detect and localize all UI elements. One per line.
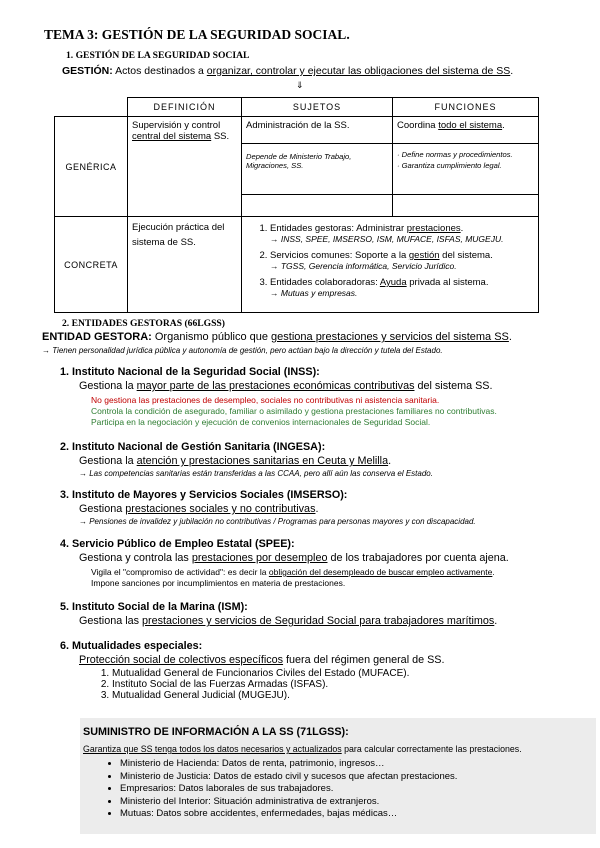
list-item: 2. Instituto Social de las Fuerzas Armadas (ISFAS). [112, 679, 445, 690]
generica-definicion-end: SS. [211, 131, 230, 142]
entity-title: 2. Instituto Nacional de Gestión Sanitaria (INGESA): [60, 441, 326, 453]
row-label-concreta: CONCRETA [55, 217, 128, 313]
entity-note-green: Controla la condición de asegurado, familiar o asimilado y gestiona prestaciones familiares no contributivas. [91, 406, 497, 416]
entity-title: 4. Servicio Público de Empleo Estatal (SPEE): [60, 538, 295, 550]
entity-ism [60, 601, 497, 627]
suministro-text: para calcular correctamente las prestaciones. [341, 744, 522, 754]
entity-title: 3. Instituto de Mayores y Servicios Sociales (IMSERSO): [60, 489, 348, 501]
entity-description [60, 552, 509, 564]
generica-sujeto: Administración de la SS. [246, 120, 350, 131]
generica-definicion-underlined: central del sistema [132, 131, 212, 142]
desc-end: de los trabajadores por cuenta ajena. [327, 552, 509, 564]
entity-description [60, 455, 433, 467]
list-item: 1. Mutualidad General de Funcionarios Civiles del Estado (MUFACE). [112, 668, 445, 679]
generica-funciones [393, 117, 539, 217]
mutualidades-list [60, 668, 445, 701]
header-definicion: DEFINICIÓN [128, 98, 242, 117]
page-title: TEMA 3: GESTIÓN DE LA SEGURIDAD SOCIAL. [44, 27, 350, 42]
list-item: • Empresarios: Datos laborales de sus trabajadores. [120, 783, 457, 794]
entity-imserso [60, 489, 476, 526]
item-underlined: Ayuda [379, 277, 407, 288]
generica-funcion-underlined: todo el sistema [438, 120, 503, 131]
detail-end: . [492, 567, 495, 577]
list-item [270, 223, 534, 244]
desc-text: Gestiona la [79, 380, 137, 392]
generica-definicion [128, 117, 242, 217]
desc-text: Gestiona las [79, 615, 143, 627]
entity-note-red: No gestiona las prestaciones de desempleo, sociales no contributivas ni asistencia sanitaria. [91, 395, 440, 405]
row-label-generica: GENÉRICA [55, 117, 128, 217]
desc-underlined: mayor parte de las prestaciones económicas contributivas [136, 380, 415, 392]
detail-text: Vigila el "compromiso de actividad": es decir la [91, 567, 269, 577]
table-header-row [55, 98, 539, 117]
desc-end: del sistema SS. [414, 380, 493, 392]
desc-text: Gestiona [79, 503, 126, 515]
item-underlined: prestaciones [406, 223, 461, 234]
concreta-detalle [242, 217, 539, 313]
generica-funcion [393, 117, 538, 143]
section-heading-gestion: 1. GESTIÓN DE LA SEGURIDAD SOCIAL [66, 50, 250, 61]
entity-inss [60, 366, 497, 427]
desc-underlined: prestaciones sociales y no contributivas [125, 503, 316, 515]
item-underlined: gestión [408, 250, 440, 261]
list-item: • Ministerio de Justicia: Datos de estado civil y sucesos que afectan prestaciones. [120, 771, 457, 782]
entidad-gestora-definition [42, 331, 512, 343]
table-row-generica [55, 117, 539, 217]
entity-description [60, 615, 497, 627]
generica-funcion-text: Coordina [397, 120, 439, 131]
eg-text-underlined: gestiona prestaciones y servicios del sistema SS [271, 331, 509, 343]
list-item: • Ministerio de Hacienda: Datos de renta, patrimonio, ingresos… [120, 758, 457, 769]
item-end: . [460, 223, 464, 234]
section-heading-entidades: 2. ENTIDADES GESTORAS (66LGSS) [62, 318, 225, 329]
item-text: Entidades gestoras: Administrar [270, 223, 407, 234]
desc-underlined: prestaciones y servicios de Seguridad Social para trabajadores marítimos [142, 615, 495, 627]
header-funciones: FUNCIONES [393, 98, 539, 117]
entity-title: 1. Instituto Nacional de la Seguridad Social (INSS): [60, 366, 320, 378]
table-row-concreta [55, 217, 539, 313]
entity-description [60, 503, 476, 515]
entity-title: 5. Instituto Social de la Marina (ISM): [60, 601, 248, 613]
list-item [270, 250, 534, 271]
item-sub: → TGSS, Gerencia informática, Servicio Jurídico. [270, 261, 457, 271]
entity-title: 6. Mutualidades especiales: [60, 640, 203, 652]
suministro-underlined: Garantiza que SS tenga todos los datos necesarios y actualizados [83, 744, 342, 754]
gestion-definition [62, 65, 513, 77]
funcion-item: · Define normas y procedimientos. [397, 150, 513, 159]
item-end: del sistema. [439, 250, 493, 261]
list-item [270, 277, 534, 298]
entity-detail: Impone sanciones por incumplimientos en materia de prestaciones. [91, 578, 346, 588]
item-sub: → Mutuas y empresas. [270, 288, 358, 298]
funcion-item: · Garantiza cumplimiento legal. [397, 161, 502, 170]
down-arrow-icon: ⇓ [296, 80, 304, 90]
item-text: Entidades colaboradoras: [270, 277, 380, 288]
entity-description [60, 380, 497, 392]
header-sujetos: SUJETOS [242, 98, 393, 117]
desc-end: . [315, 503, 319, 515]
detail-underlined: obligación del desempleado de buscar empleo activamente [268, 567, 493, 577]
generica-funcion-items [393, 143, 538, 194]
desc-end: . [388, 455, 392, 467]
concreta-list [246, 223, 534, 298]
gestion-text-end: . [510, 65, 514, 77]
item-text: Servicios comunes: Soporte a la [270, 250, 409, 261]
entity-description [60, 654, 445, 666]
item-end: privada al sistema. [406, 277, 489, 288]
list-item: 3. Mutualidad General Judicial (MUGEJU). [112, 690, 445, 701]
item-sub: → INSS, SPEE, IMSERSO, ISM, MUFACE, ISFAS, MUGEJU. [270, 234, 504, 244]
entidad-gestora-label: ENTIDAD GESTORA: [42, 331, 152, 343]
entity-note: → Las competencias sanitarias están transferidas a las CCAA, pero allí aún las conserva el Estado. [79, 469, 433, 478]
generica-funcion-end: . [502, 120, 505, 131]
entity-spee [60, 538, 509, 588]
generica-sujetos [242, 117, 393, 217]
suministro-description [83, 744, 522, 754]
list-item: • Ministerio del Interior: Situación administrativa de extranjeros. [120, 796, 457, 807]
entidad-gestora-note: → Tienen personalidad jurídica pública y autonomía de gestión, pero actúan bajo la dirección y tutela del Estado. [42, 346, 443, 355]
eg-text: Organismo público que [151, 331, 272, 343]
desc-text: Gestiona la [79, 455, 137, 467]
gestion-text-underlined: organizar, controlar y ejecutar las obligaciones del sistema de SS [206, 65, 511, 77]
desc-underlined: atención y prestaciones sanitarias en Ceuta y Melilla [136, 455, 389, 467]
desc-underlined: prestaciones por desempleo [191, 552, 328, 564]
suministro-title: SUMINISTRO DE INFORMACIÓN A LA SS (71LGSS): [83, 726, 349, 738]
desc-end: fuera del régimen general de SS. [283, 654, 445, 666]
suministro-box [80, 718, 596, 834]
eg-text-end: . [508, 331, 512, 343]
gestion-table [54, 97, 539, 313]
entity-detail [60, 567, 509, 577]
entity-note: → Pensiones de invalidez y jubilación no contributivas / Programas para personas mayores y con discapacidad. [79, 517, 476, 526]
entity-note-green: Participa en la negociación y ejecución de convenios internacionales de Seguridad Social. [91, 417, 431, 427]
gestion-label: GESTIÓN: [62, 65, 113, 77]
table-corner [55, 98, 128, 117]
desc-end: . [494, 615, 498, 627]
entity-ingesa [60, 441, 433, 478]
concreta-definicion: Ejecución práctica del sistema de SS. [128, 217, 242, 313]
entity-mutualidades [60, 640, 445, 701]
suministro-list [82, 758, 457, 821]
desc-text: Gestiona y controla las [79, 552, 192, 564]
gestion-text: Actos destinados a [112, 65, 207, 77]
list-item: • Mutuas: Datos sobre accidentes, enfermedades, bajas médicas… [120, 808, 457, 819]
desc-underlined: Protección social de colectivos específicos [79, 654, 284, 666]
generica-definicion-text: Supervisión y control [132, 120, 221, 131]
generica-sujeto-note: Depende de Ministerio Trabajo, Migraciones, SS. [242, 143, 392, 194]
